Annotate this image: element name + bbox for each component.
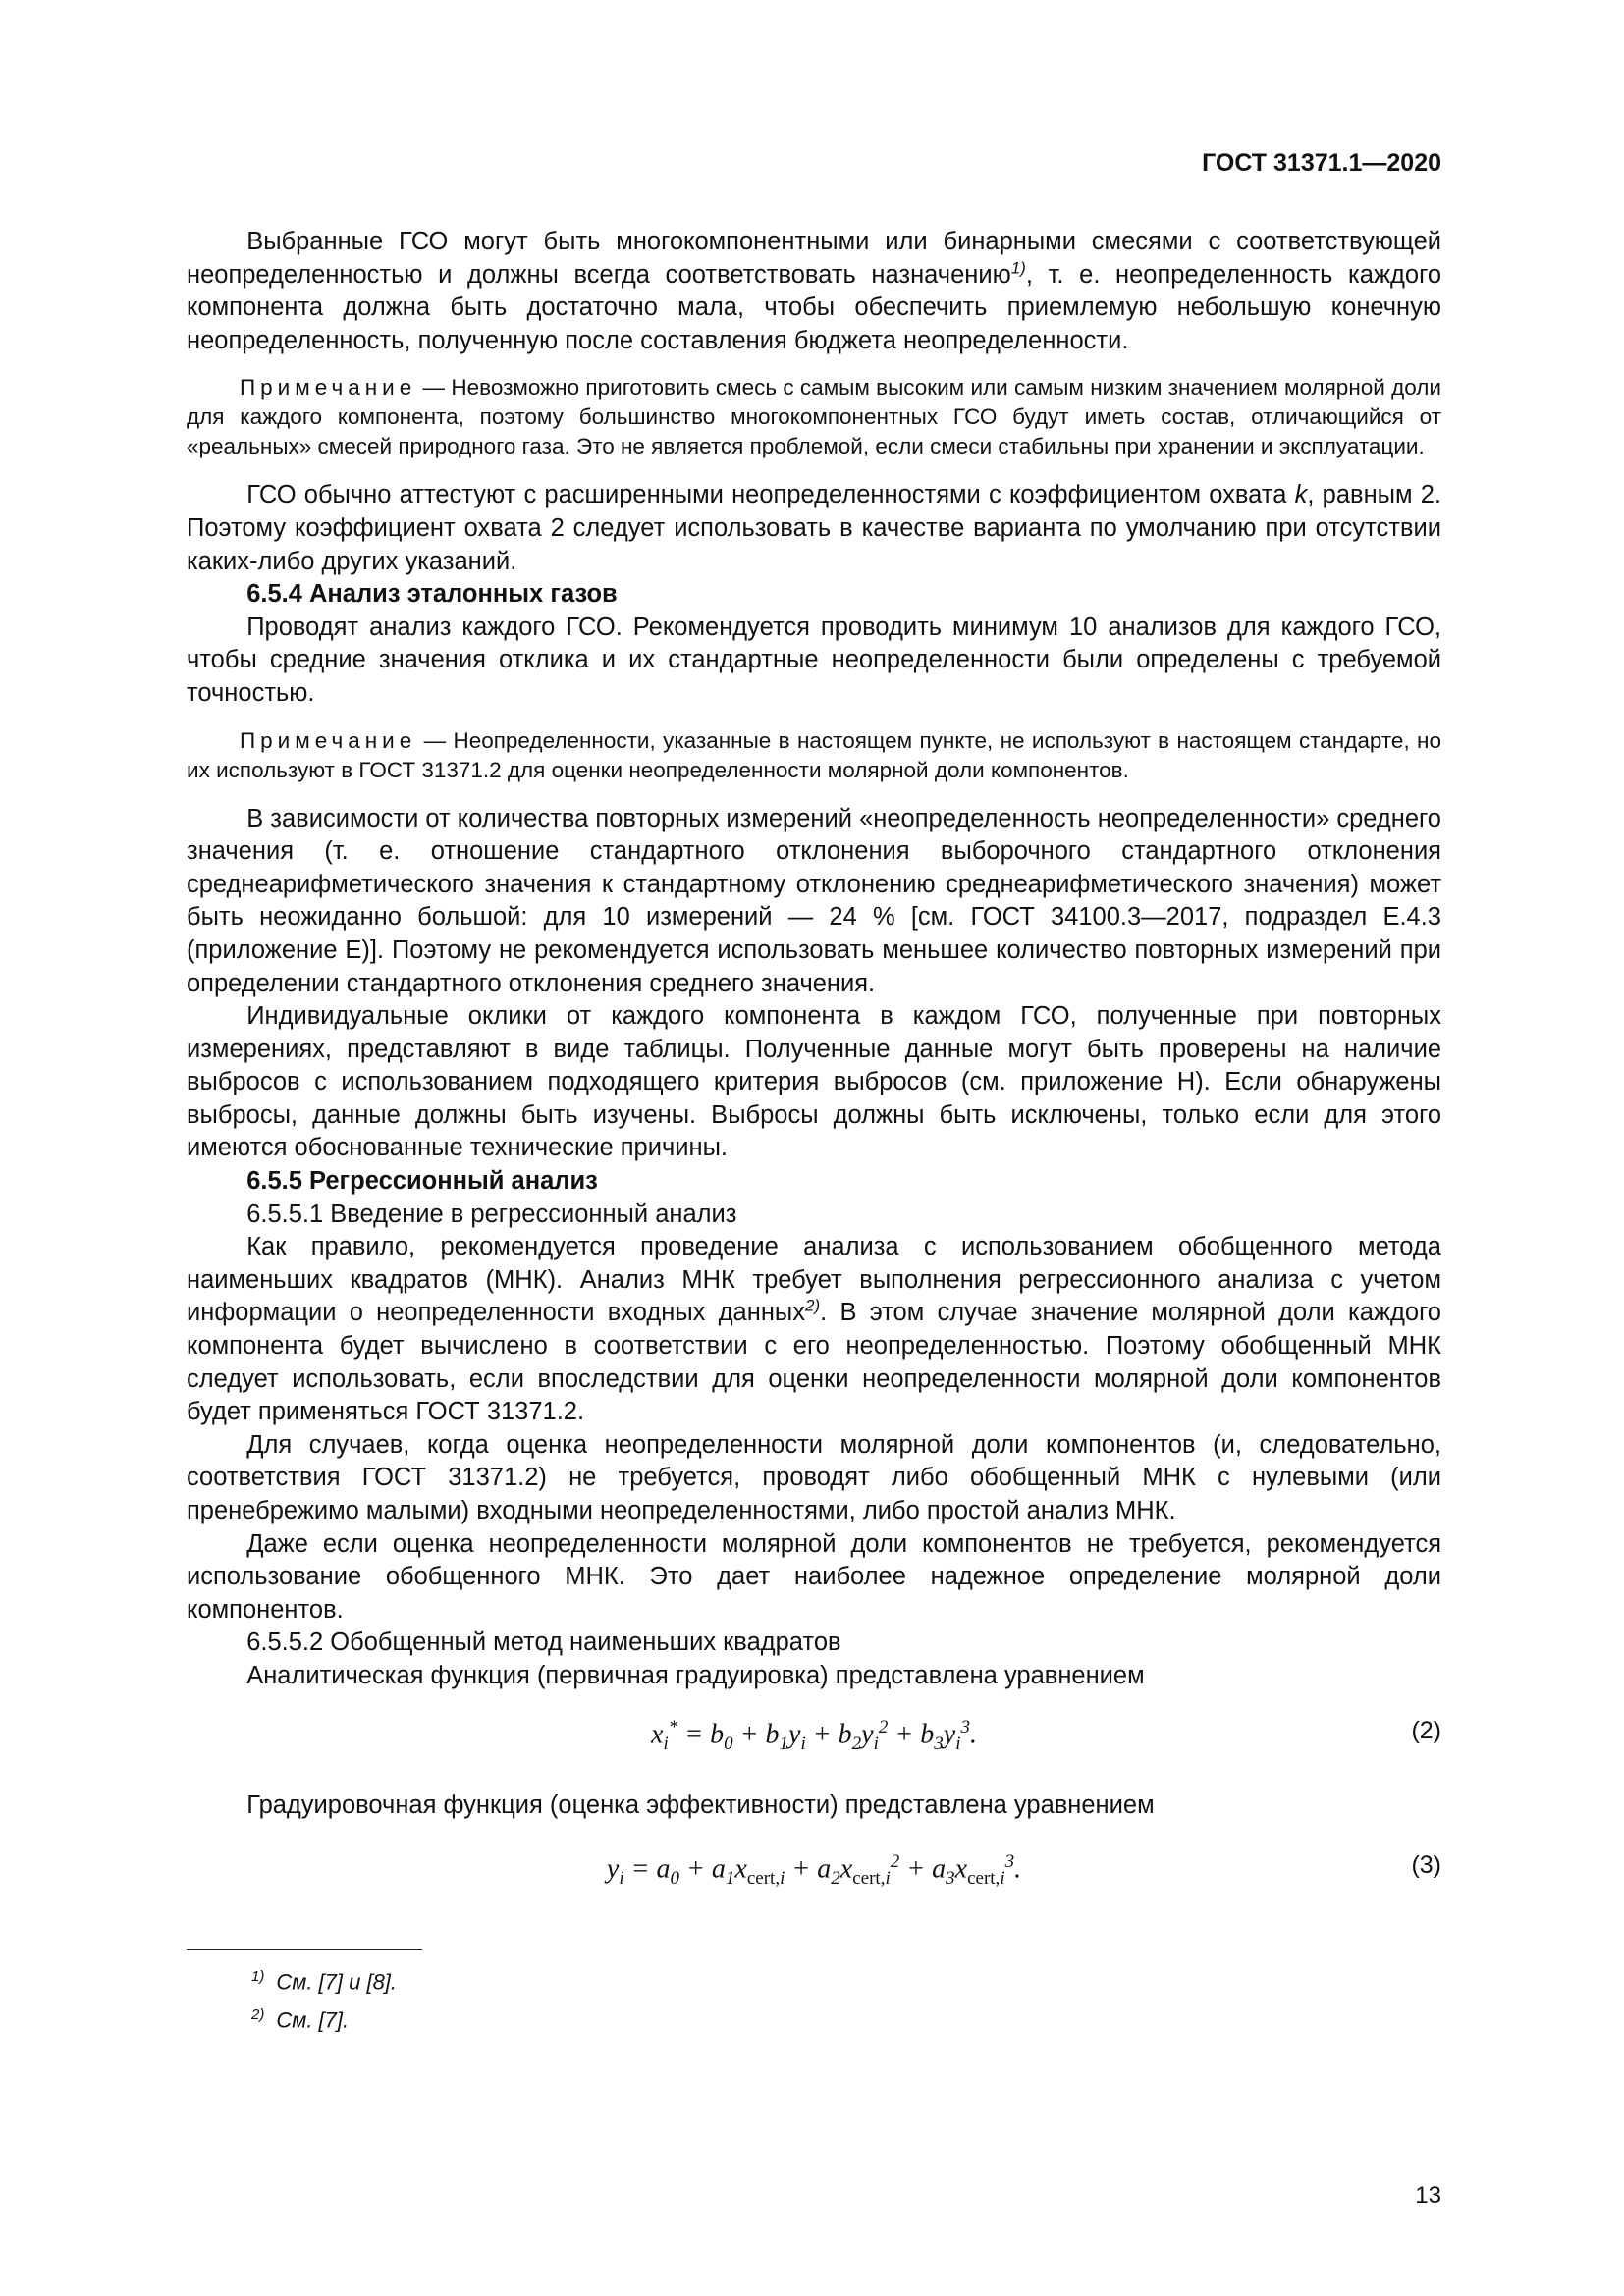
document-header: ГОСТ 31371.1—2020 (1202, 149, 1441, 177)
note-1: Примечание — Невозможно приготовить смесь с самым высоким или самым низким значением молярной доли для каждого компонента, поэтому большинство многокомпонентных ГСО будут иметь состав, отличающийся от «реальных» смесей природного газа. Это не является проблемой, если смеси стабильны при хранении и эксплуатации. (187, 375, 1441, 459)
document-page (187, 0, 1441, 2296)
footnote-separator (187, 1949, 422, 1950)
footnote-2-mark: 2) (251, 2006, 265, 2024)
equation-3-number: (3) (1411, 1851, 1441, 1880)
paragraph-gls-cases: Для случаев, когда оценка неопределенности молярной доли компонентов (и, следовательно, соответствия ГОСТ 31371.2) не требуется, проводят либо обобщенный МНК с нулевыми (или пренебрежимо малыми) входными неопределенностями, либо простой анализ МНК. (187, 1430, 1441, 1524)
paragraph-coverage-factor: ГСО обычно аттестуют с расширенными неопределенностями с коэффициентом охвата k, равным 2. Поэтому коэффициент охвата 2 следует использовать в качестве варианта по умолчанию при отсутствии каких-либо других указаний. (187, 481, 1442, 575)
note-label: Примечание (240, 375, 417, 400)
footnote-ref-1[interactable]: 1) (1010, 258, 1026, 278)
paragraph-gso-analysis: Проводят анализ каждого ГСО. Рекомендуется проводить минимум 10 анализов для каждого ГСО, чтобы средние значения отклика и их стандартные неопределенности были определены с требуемой точностью. (187, 613, 1441, 707)
page-number: 13 (1415, 2182, 1441, 2209)
equation-2-number: (2) (1411, 1716, 1441, 1744)
equation-3-expression: $y_i = a_0 + a_1x_{cert,i} + a_2x_{cert,i}^2 + a_3x_{cert,i}^3$. (606, 1851, 1022, 1890)
section-heading-6-5-5-2: 6.5.5.2 Обобщенный метод наименьших квадратов (246, 1629, 841, 1657)
section-heading-6-5-4: 6.5.4 Анализ эталонных газов (246, 580, 618, 609)
paragraph-calibration-function: Градуировочная функция (оценка эффективности) представлена уравнением (246, 1790, 1155, 1819)
footnote-ref-2[interactable]: 2) (804, 1296, 821, 1315)
footnote-1: $^{1)}$ См. [7] и [8]. (251, 1968, 398, 1995)
section-heading-6-5-5: 6.5.5 Регрессионный анализ (246, 1167, 598, 1196)
equation-3 (187, 1843, 1441, 1902)
page-content (187, 226, 1441, 2038)
paragraph-uncertainty-of-uncertainty: В зависимости от количества повторных измерений «неопределенность неопределенности» среднего значения (т. е. отношение стандартного отклонения выборочного стандартного отклонения среднеарифметического значения к стандартному отклонению среднеарифметического значения) может быть неожиданно большой: для 10 измерений — 24 % [см. ГОСТ 34100.3—2017, подраздел Е.4.3 (приложение Е)]. Поэтому не рекомендуется использовать меньшее количество повторных измерений при определении стандартного отклонения среднего значения. (187, 804, 1441, 997)
footnote-1-mark: 1) (251, 1968, 265, 1986)
footnote-2: $^{2)}$ См. [7]. (251, 2006, 350, 2033)
paragraph-analytical-function: Аналитическая функция (первичная градуировка) представлена уравнением (246, 1661, 1145, 1689)
paragraph-gso-selection: Выбранные ГСО могут быть многокомпонентными или бинарными смесями с соответствующей неопределенностью и должны всегда соответствовать назначению$^{1)}$, т. е. неопределенность каждого компонента должна быть достаточно мала, чтобы обеспечить приемлемую небольшую конечную неопределенность, полученную после составления бюджета неопределенности. (187, 228, 1442, 354)
equation-2 (187, 1709, 1441, 1768)
note-label: Примечание (240, 727, 417, 753)
section-heading-6-5-5-1: 6.5.5.1 Введение в регрессионный анализ (246, 1200, 737, 1228)
paragraph-gls-recommendation: Даже если оценка неопределенности молярной доли компонентов не требуется, рекомендуется использование обобщенного МНК. Это дает наиболее надежное определение молярной доли компонентов. (187, 1529, 1441, 1624)
paragraph-gls-intro: Как правило, рекомендуется проведение анализа с использованием обобщенного метода наименьших квадратов (МНК). Анализ МНК требует выполнения регрессионного анализа с учетом информации о неопределенности входных данных$^{2)}$. В этом случае значение молярной доли каждого компонента будет вычислено в соответствии с его неопределенностью. Поэтому обобщенный МНК следует использовать, если впоследствии для оценки неопределенности молярной доли компонентов будет применяться ГОСТ 31371.2. (187, 1233, 1441, 1426)
paragraph-individual-responses: Индивидуальные оклики от каждого компонента в каждом ГСО, полученные при повторных измерениях, представляют в виде таблицы. Полученные данные могут быть проверены на наличие выбросов с использованием подходящего критерия выбросов (см. приложение Н). Если обнаружены выбросы, данные должны быть изучены. Выбросы должны быть исключены, только если для этого имеются обоснованные технические причины. (187, 1002, 1441, 1162)
equation-2-expression: $x_i^* = b_0 + b_1y_i + b_2y_i^2 + b_3y_i^3$. (651, 1716, 977, 1754)
note-2: Примечание — Неопределенности, указанные в настоящем пункте, не используют в настоящем стандарте, но их используют в ГОСТ 31371.2 для оценки неопределенности молярной доли компонентов. (187, 727, 1441, 782)
